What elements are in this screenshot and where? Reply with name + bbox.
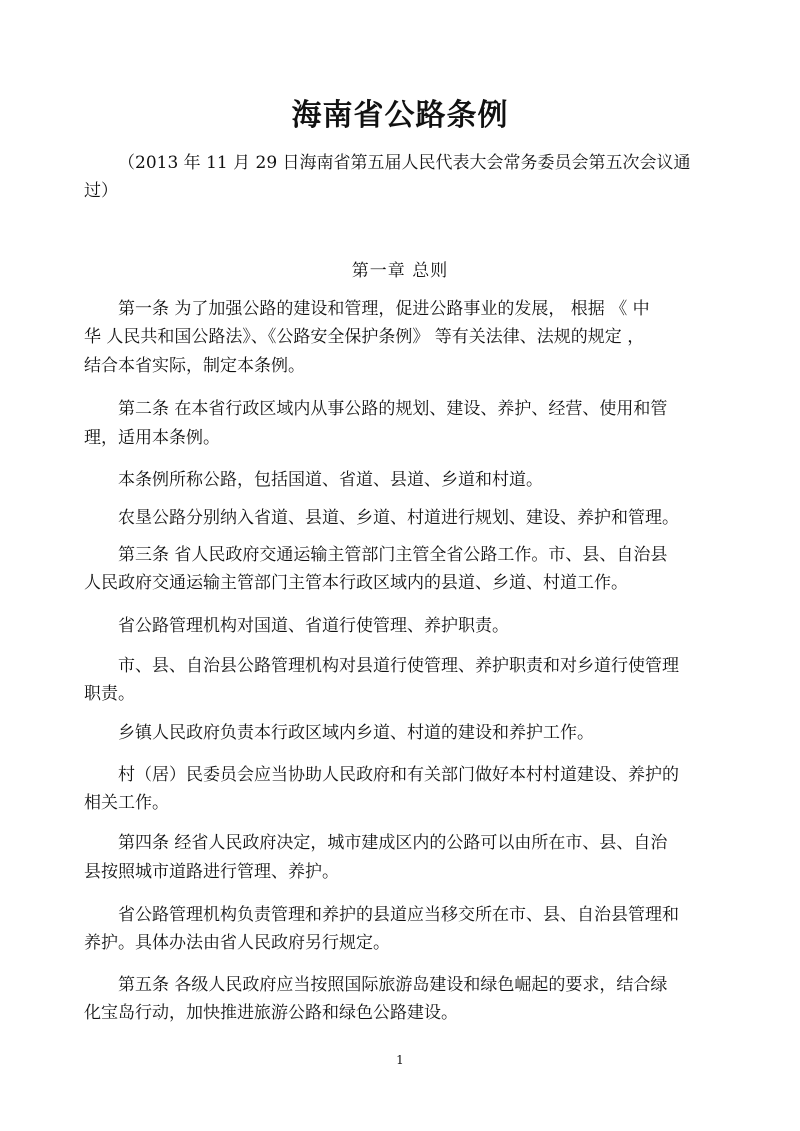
text-line: 第二条 在本省行政区域内从事公路的规划、建设、养护、经营、使用和管 — [118, 399, 668, 419]
text-line: 乡镇人民政府负责本行政区域内乡道、村道的建设和养护工作。 — [118, 723, 594, 743]
text-line: 职责。 — [84, 684, 135, 704]
text-line: 人民政府交通运输主管部门主管本行政区域内的县道、乡道、村道工作。 — [84, 573, 628, 593]
text-line: 第一条 为了加强公路的建设和管理，促进公路事业的发展， 根据 《 中 — [118, 299, 650, 319]
adoption-note-line: （2013 年 11 月 29 日海南省第五届人民代表大会常务委员会第五次会议通 — [118, 153, 691, 173]
text-line: 第五条 各级人民政府应当按照国际旅游岛建设和绿色崛起的要求，结合绿 — [118, 975, 668, 995]
text-line: 省公路管理机构负责管理和养护的县道应当移交所在市、县、自治县管理和 — [118, 905, 679, 925]
text-line: 市、县、自治县公路管理机构对县道行使管理、养护职责和对乡道行使管理 — [118, 656, 679, 676]
text-line: 本条例所称公路，包括国道、省道、县道、乡道和村道。 — [118, 470, 543, 490]
adoption-note-line: 过） — [84, 181, 118, 201]
text-line: 化宝岛行动，加快推进旅游公路和绿色公路建设。 — [84, 1003, 458, 1023]
text-line: 农垦公路分别纳入省道、县道、乡道、村道进行规划、建设、养护和管理。 — [118, 508, 679, 528]
text-line: 第三条 省人民政府交通运输主管部门主管全省公路工作。市、县、自治县 — [118, 545, 668, 565]
text-line: 村（居）民委员会应当协助人民政府和有关部门做好本村村道建设、养护的 — [118, 765, 679, 785]
page-number: 1 — [396, 1053, 404, 1067]
text-line: 华 人民共和国公路法》、《公路安全保护条例》 等有关法律、法规的规定 ， — [84, 327, 645, 347]
text-line: 结合本省实际，制定本条例。 — [84, 356, 305, 376]
text-line: 相关工作。 — [84, 793, 169, 813]
chapter-heading: 第一章 总则 — [351, 261, 449, 281]
text-line: 省公路管理机构对国道、省道行使管理、养护职责。 — [118, 616, 509, 636]
text-line: 县按照城市道路进行管理、养护。 — [84, 862, 339, 882]
text-line: 养护。具体办法由省人民政府另行规定。 — [84, 933, 390, 953]
text-line: 第四条 经省人民政府决定，城市建成区内的公路可以由所在市、县、自治 — [118, 833, 668, 853]
text-line: 理，适用本条例。 — [84, 428, 220, 448]
document-title: 海南省公路条例 — [291, 98, 509, 133]
